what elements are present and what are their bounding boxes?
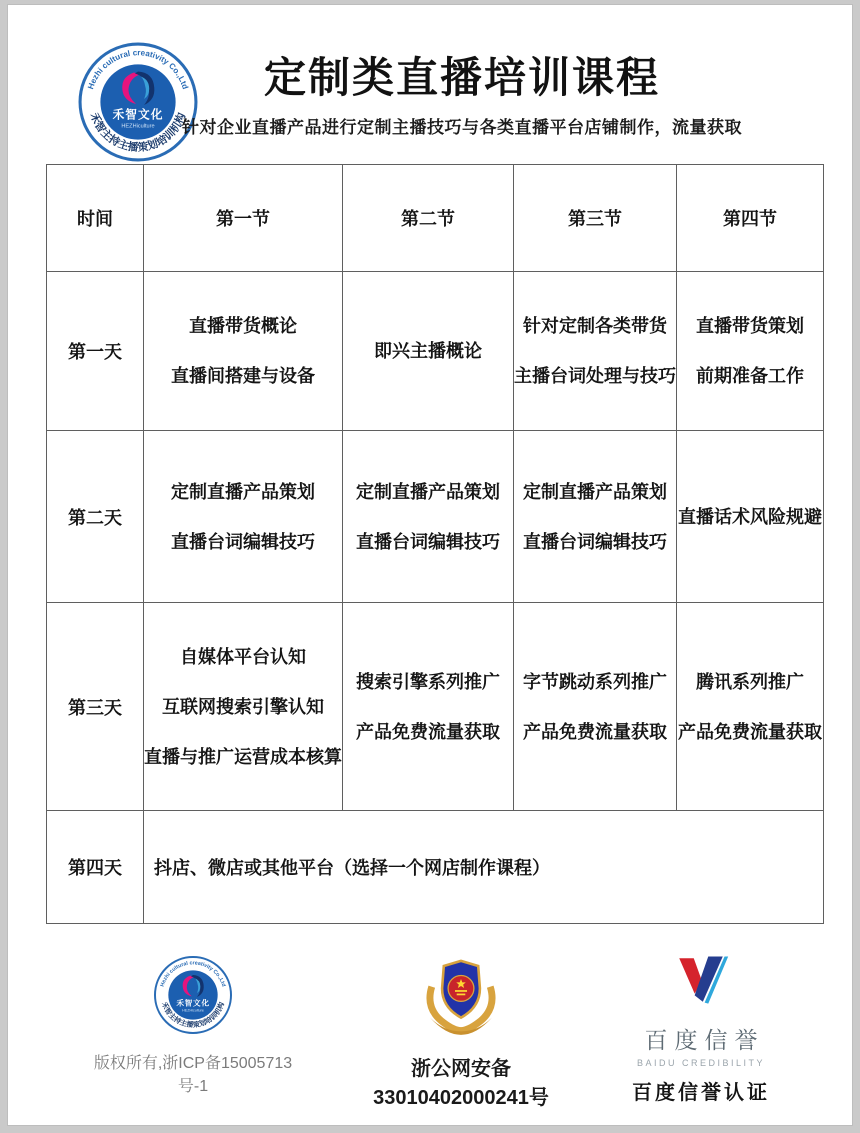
row-label-day: 第四天 [47,811,144,924]
course-line: 针对定制各类带货 [523,316,667,336]
course-schedule-table [46,164,824,924]
footer-copyright-block [86,955,300,1096]
course-line: 产品免费流量获取 [678,721,822,742]
course-line: 自媒体平台认知 [180,646,306,667]
col-header-session-1: 第一节 [144,165,343,272]
course-line: 定制直播产品策划 [356,481,500,502]
course-cell [144,603,343,811]
course-line: 直播台词编辑技巧 [171,531,315,552]
table-row-day-4 [47,811,824,924]
page [7,4,853,1126]
course-line: 直播带货概论 [189,316,297,336]
course-cell [343,272,514,431]
course-line: 即兴主播概论 [374,341,482,361]
col-header-session-2: 第二节 [343,165,514,272]
police-record-text: 浙公网安备 33010402000241号 [373,1058,549,1109]
course-cell [677,431,824,603]
col-header-session-3: 第三节 [514,165,677,272]
course-line: 直播台词编辑技巧 [523,531,667,552]
course-line: 产品免费流量获取 [523,721,667,742]
course-cell [677,603,824,811]
course-cell [343,603,514,811]
course-line: 直播台词编辑技巧 [356,531,500,552]
course-line: 搜索引擎系列推广 [356,671,500,692]
course-cell [144,431,343,603]
course-line: 直播间搭建与设备 [171,366,315,386]
table-row-day-3 [47,603,824,811]
table-row-day-1 [47,272,824,431]
row-label-day: 第三天 [47,603,144,811]
course-cell [677,272,824,431]
col-header-time: 时间 [47,165,144,272]
baidu-credibility-icon [672,951,730,1009]
course-line: 产品免费流量获取 [356,721,500,742]
police-badge-icon [418,953,504,1041]
header [8,55,852,138]
course-line: 前期准备工作 [696,366,804,386]
course-cell-merged: 抖店、微店或其他平台（选择一个网店制作课程） [144,811,824,924]
course-line: 定制直播产品策划 [171,481,315,502]
course-line: 主播台词处理与技巧 [514,366,676,386]
course-cell [514,431,677,603]
course-line: 腾讯系列推广 [696,671,804,692]
course-line: 直播与推广运营成本核算 [144,746,342,767]
footer-baidu-block [606,951,796,1105]
footer-police-block [344,953,578,1110]
row-label-day: 第二天 [47,431,144,603]
course-line: 定制直播产品策划 [523,481,667,502]
course-line: 直播带货策划 [696,316,804,336]
course-cell [514,272,677,431]
course-cell [343,431,514,603]
course-line: 互联网搜索引擎认知 [162,696,324,717]
baidu-credibility-en: BAIDU CREDIBILITY [636,1058,766,1068]
course-line: 直播话术风险规避 [678,506,822,527]
course-cell [514,603,677,811]
col-header-session-4: 第四节 [677,165,824,272]
baidu-credibility-cn: 百度信誉 [644,1027,765,1053]
row-label-day: 第一天 [47,272,144,431]
footer-company-logo-icon [153,955,233,1035]
course-line: 字节跳动系列推广 [523,671,667,692]
baidu-cert-caption: 百度信誉认证 [632,1082,770,1104]
table-row-day-2 [47,431,824,603]
page-subtitle: 针对企业直播产品进行定制主播技巧与各类直播平台店铺制作，流量获取 [182,118,742,138]
course-cell [144,272,343,431]
icp-record-text: 版权所有,浙ICP备15005713号-1 [93,1055,293,1095]
page-title: 定制类直播培训课程 [263,54,660,101]
